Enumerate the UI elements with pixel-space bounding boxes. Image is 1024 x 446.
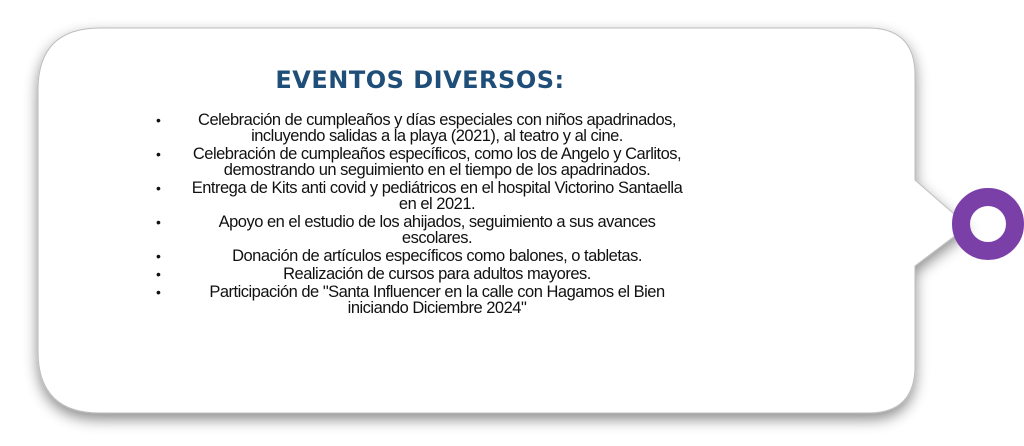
- list-item: [150, 248, 690, 264]
- list-item-text: Realización de cursos para adultos mayores.: [283, 265, 591, 283]
- card-title: EVENTOS DIVERSOS:: [275, 66, 565, 94]
- bullet-icon: •: [156, 180, 161, 196]
- list-item-text: Entrega de Kits anti covid y pediátricos en el hospital Victorino Santaella en el 2021.: [191, 179, 683, 213]
- bullet-icon: •: [156, 112, 161, 128]
- list-item: [150, 284, 690, 316]
- events-list: [150, 112, 690, 316]
- ring-icon: [961, 197, 1015, 251]
- list-item-text: Apoyo en el estudio de los ahijados, seguimiento a sus avances escolares.: [218, 213, 656, 247]
- list-item: [150, 146, 690, 178]
- list-item: [150, 266, 690, 282]
- bullet-icon: •: [156, 266, 161, 282]
- bullet-icon: •: [156, 284, 161, 300]
- list-item-text: Celebración de cumpleaños y días especiales con niños apadrinados, incluyendo salidas a la playa (2021), al teatro y al cine.: [198, 111, 676, 145]
- list-item-text: Participación de "Santa Influencer en la calle con Hagamos el Bien iniciando Diciembre 2024": [209, 283, 665, 317]
- bullet-icon: •: [156, 248, 161, 264]
- list-item: [150, 214, 690, 246]
- bullet-icon: •: [156, 214, 161, 230]
- list-item-text: Celebración de cumpleaños específicos, como los de Angelo y Carlitos, demostrando un seguimiento en el tiempo de los apadrinados.: [192, 145, 682, 179]
- list-item-text: Donación de artículos específicos como balones, o tabletas.: [232, 247, 642, 265]
- events-card: [150, 66, 690, 318]
- bullet-icon: •: [156, 146, 161, 162]
- list-item: [150, 180, 690, 212]
- list-item: [150, 112, 690, 144]
